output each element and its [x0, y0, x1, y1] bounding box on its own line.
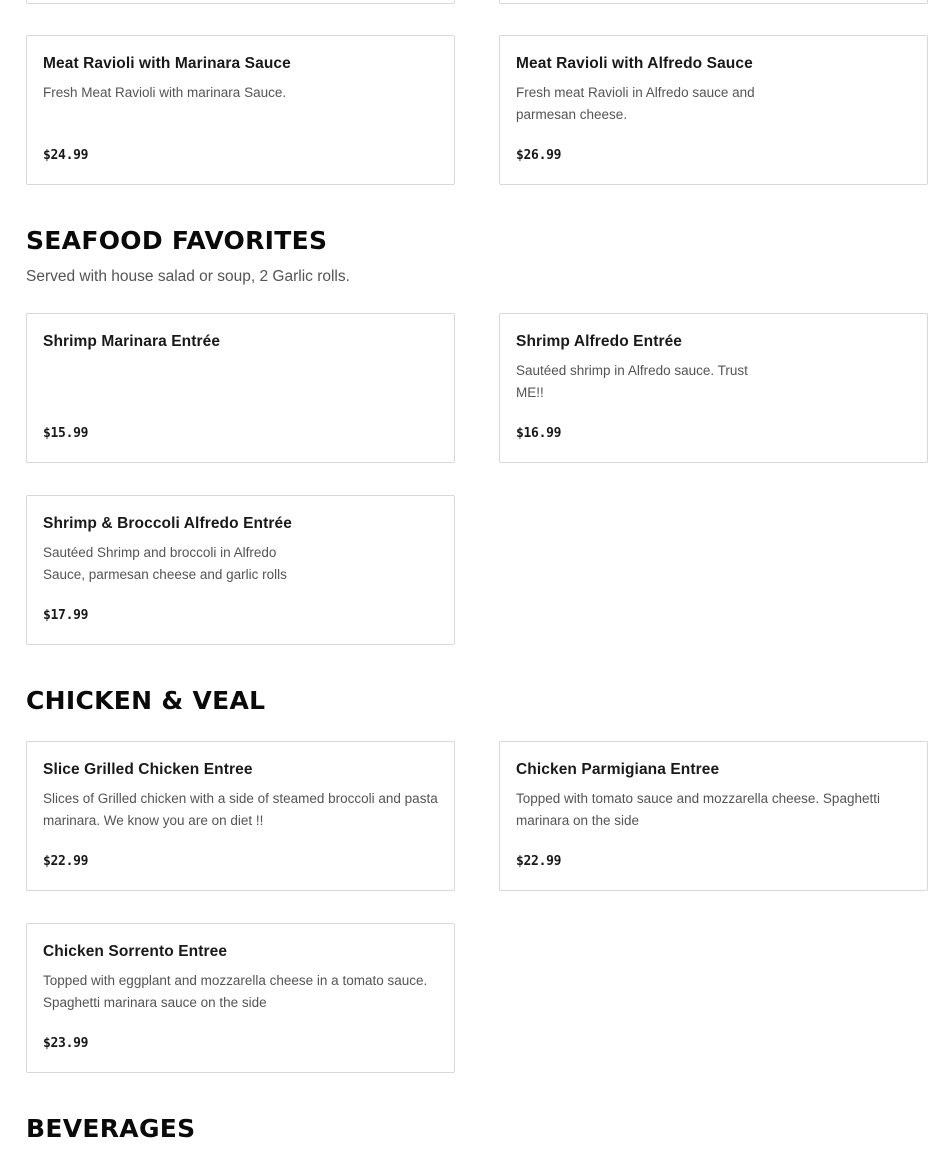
menu-item-price: $22.99 [516, 854, 562, 869]
menu-item-card[interactable] [499, 313, 928, 463]
menu-item-price: $15.99 [43, 426, 89, 441]
section-title-seafood: SEAFOOD FAVORITES [26, 226, 328, 255]
section-title-beverages: BEVERAGES [26, 1114, 196, 1143]
menu-item-description: Sautéed Shrimp and broccoli in Alfredo Sauce, parmesan cheese and garlic rolls [43, 545, 287, 582]
menu-item-description: Fresh Meat Ravioli with marinara Sauce. [43, 85, 287, 100]
menu-item-card[interactable] [26, 495, 455, 645]
menu-item-card[interactable] [499, 35, 928, 185]
menu-item-description: Slices of Grilled chicken with a side of steamed broccoli and pasta marinara. We know you are on diet !! [43, 791, 438, 828]
menu-item-card[interactable] [26, 923, 455, 1073]
menu-item-card[interactable] [499, 0, 928, 4]
menu-item-card[interactable] [26, 313, 455, 463]
menu-item-description: Topped with eggplant and mozzarella cheese in a tomato sauce. Spaghetti marinara sauce on the side [43, 973, 428, 1010]
menu-item-card[interactable] [26, 35, 455, 185]
menu-item-name: Meat Ravioli with Marinara Sauce [43, 55, 291, 72]
menu-item-name: Slice Grilled Chicken Entree [43, 761, 253, 778]
menu-item-price: $24.99 [43, 148, 89, 163]
menu-item-description: Sautéed shrimp in Alfredo sauce. Trust ME!! [516, 363, 748, 400]
menu-item-name: Chicken Parmigiana Entree [516, 761, 720, 778]
menu-item-card[interactable] [26, 0, 455, 4]
menu-item-name: Shrimp Marinara Entrée [43, 333, 221, 350]
menu-item-name: Shrimp Alfredo Entrée [516, 333, 683, 350]
menu-item-description: Fresh meat Ravioli in Alfredo sauce and parmesan cheese. [516, 85, 755, 122]
section-subtitle-seafood: Served with house salad or soup, 2 Garlic rolls. [26, 268, 350, 285]
menu-item-card[interactable] [26, 741, 455, 891]
menu-item-price: $17.99 [43, 608, 89, 623]
section-title-chicken-veal: CHICKEN & VEAL [26, 686, 266, 715]
menu-item-description: Topped with tomato sauce and mozzarella cheese. Spaghetti marinara on the side [516, 791, 880, 828]
menu-item-price: $23.99 [43, 1036, 89, 1051]
menu-item-card[interactable] [499, 741, 928, 891]
menu-item-price: $26.99 [516, 148, 562, 163]
menu-item-price: $22.99 [43, 854, 89, 869]
menu-item-price: $16.99 [516, 426, 562, 441]
menu-item-name: Chicken Sorrento Entree [43, 943, 228, 960]
menu-item-name: Shrimp & Broccoli Alfredo Entrée [43, 515, 292, 532]
menu-item-name: Meat Ravioli with Alfredo Sauce [516, 55, 753, 72]
